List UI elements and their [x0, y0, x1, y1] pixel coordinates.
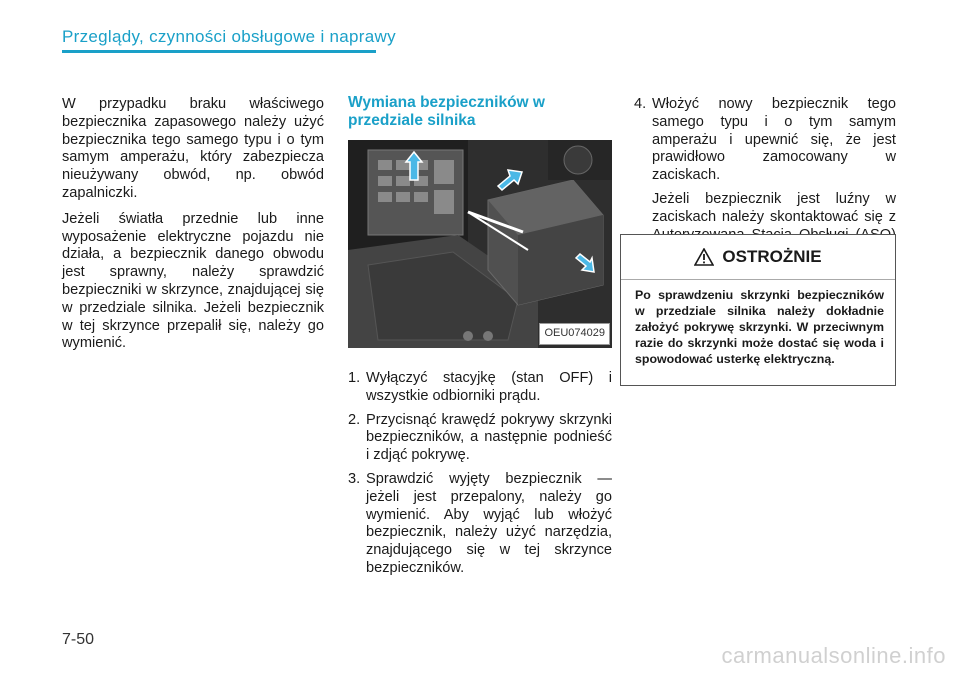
fuse-box-illustration	[348, 140, 612, 348]
column-2	[348, 94, 612, 584]
caution-box	[620, 234, 896, 386]
step-number: 3.	[348, 470, 361, 487]
list-item	[348, 471, 612, 578]
steps-list	[348, 370, 612, 578]
list-item	[634, 96, 896, 185]
section-title: Wymiana bezpieczników w przedziale silnika	[348, 94, 545, 129]
paragraph: W przypadku braku właściwego bezpiecznika zapasowego należy użyć bezpiecznika tego samego typu i o tym samym amperażu, który zabezpiecza nieużywany obwód, np. obwód zapalniczki.	[62, 96, 324, 201]
header-underline	[62, 50, 376, 53]
figure-code: OEU074029	[539, 323, 610, 345]
step-text: Wyłączyć stacyjkę (stan OFF) i wszystkie odbiorniki prądu.	[366, 370, 612, 404]
warning-triangle-icon	[694, 248, 714, 266]
step-number: 1.	[348, 370, 361, 386]
paragraph: Jeżeli światła przednie lub inne wyposażenie elektryczne pojazdu nie działa, a bezpiecznik danego obwodu jest sprawny, należy sprawdzić bezpieczniki w skrzynce, znajdującej się w przedziale silnika. Jeżeli bezpiecznik w tej skrzynce przepalił się, należy go wymienić.	[62, 210, 324, 352]
list-item	[348, 370, 612, 406]
caution-title: OSTROŻNIE	[722, 247, 822, 266]
step-text: Włożyć nowy bezpiecznik tego samego typu i o tym samym amperażu i upewnić się, że jest prawidłowo zamocowany w zaciskach.	[652, 96, 896, 184]
caution-text: Po sprawdzeniu skrzynki bezpieczników w przedziale silnika należy dokładnie założyć pokrywę skrzynki. W przeciwnym razie do skrzynki może dostać się woda i spowodować usterkę elektryczną.	[635, 288, 884, 366]
list-item	[348, 412, 612, 465]
page-header-title: Przeglądy, czynności obsługowe i naprawy	[62, 27, 396, 46]
step-text: Przycisnąć krawędź pokrywy skrzynki bezpieczników, a następnie podnieść i zdjąć pokrywę.	[366, 411, 612, 464]
step-text: Sprawdzić wyjęty bezpiecznik — jeżeli jest przepalony, należy go wymienić. Aby wyjąć lub włożyć bezpiecznik, należy użyć narzędzia, znajdującego się w tej skrzynce bezpieczników.	[366, 470, 612, 576]
watermark: carmanualsonline.info	[721, 643, 946, 668]
engine-fuse-box-photo	[348, 140, 612, 348]
step-note: Jeżeli bezpiecznik jest luźny w zaciskach należy skontaktować się z	[652, 190, 896, 225]
page-number: 7-50	[62, 631, 95, 648]
step-number: 4.	[634, 96, 647, 112]
step-number: 2.	[348, 411, 361, 428]
caution-header	[621, 235, 895, 279]
column-1	[62, 96, 324, 361]
